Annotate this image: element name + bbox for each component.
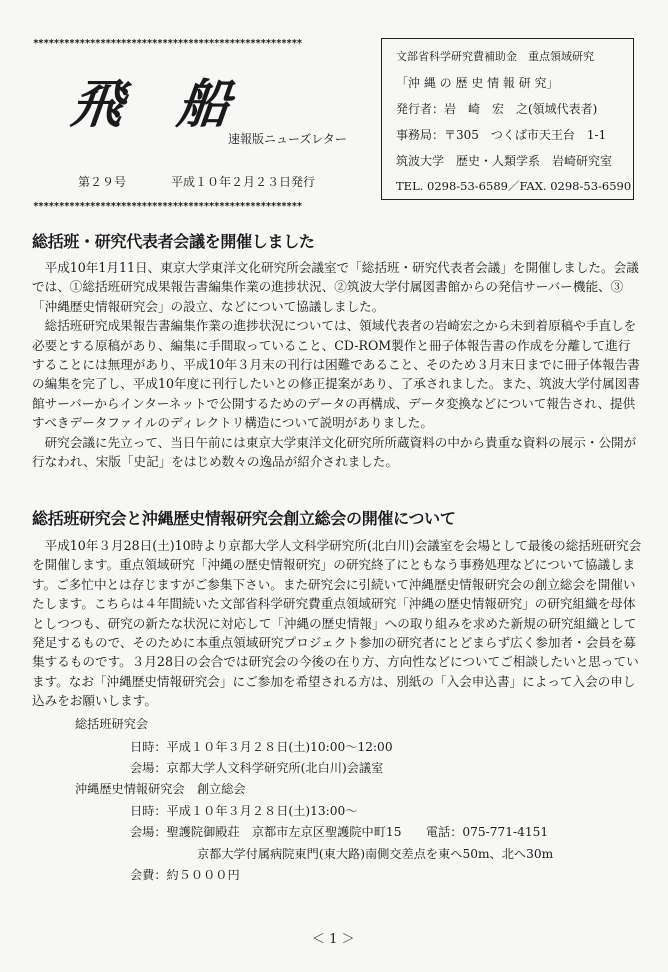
section1-paragraph: 総括班研究成果報告書編集作業の進捗状況については、領域代表者の岩崎宏之から未到着原稿や手直しを必要とする原稿があり、編集に手間取っていること、CD-ROM製作と冊子体報告書の作成を分離して進行することには無理があり、平成10年３月末の刊行は困難であること、そのため３月末日までに冊子体報告書の編集を完了し、平成10年度に刊行したいとの修正提案があり、了承されました。また、筑波大学付属図書館サーバーからインターネットで公開するためのデータの再構成、データ変換などについて報告され、提供すべきデータファイルのディレクトリ構造について説明がありました。: [32, 318, 640, 431]
project-info-box: [381, 38, 634, 200]
section1-paragraph: 研究会議に先立って、当日午前には東京大学東洋文化研究所所蔵資料の中から貴重な資料の展示・公開が行なわれ、宋版「史記」をはじめ数々の逸品が紹介されました。: [32, 434, 637, 470]
contact-numbers: TEL. 0298-53-6589／FAX. 0298-53-6590: [396, 179, 632, 193]
newsletter-title: 飛 船: [68, 74, 251, 135]
issuer: 発行者：岩 崎 宏 之(領域代表者): [396, 102, 598, 116]
event2-venue: 会場：聖護院御殿荘 京都市左京区聖護院中町15 電話：075-771-4151: [130, 825, 549, 839]
page-number: ＜ 1 ＞: [312, 932, 355, 947]
project-name: 「沖 縄 の 歴 史 情 報 研 究」: [396, 76, 559, 90]
event1-title: 総括班研究会: [75, 717, 149, 731]
event1-date: 日時：平成１０年３月２８日(土)10:00～12:00: [130, 740, 393, 754]
newsletter-subtitle: 速報版ニューズレター: [228, 132, 347, 146]
issue-date: 平成１０年２月２３日発行: [171, 175, 316, 189]
event2-fee: 会費：約５０００円: [130, 868, 240, 882]
star-border-top: ****************************************************: [33, 38, 302, 49]
issue-number: 第２９号: [78, 175, 127, 189]
star-border-bottom: ****************************************************: [33, 201, 302, 212]
section1-paragraph: 平成10年1月11日、東京大学東洋文化研究所会議室で「総括班・研究代表者会議」を開催しました。会議では、①総括班研究成果報告書編集作業の進捗状況、②筑波大学付属図書館からの発信サーバー機能、③「沖縄歴史情報研究会」の設立、などについて協議しました。: [32, 260, 639, 314]
section2-paragraph: 平成10年３月28日(土)10時より京都大学人文科学研究所(北白川)会議室を会場として最後の総括班研究会を開催します。重点領域研究「沖縄の歴史情報研究」の研究終了にともなう事務処理などについて協議します。ご多忙中とは存じますがご参集下さい。また研究会に引続いて沖縄歴史情報研究会の創立総会を開催いたします。こちらは４年間続いた文部省科学研究費重点領域研究「沖縄の歴史情報研究」の研究組織を母体としつつも、研究の新たな状況に対応して「沖縄の歴史情報」への取り組みを求めた新規の研究組織として発足するもので、そのために本重点領域研究プロジェクト参加の研究者にとどまらず広く参加者・会員を募集するものです。３月28日の会合では研究会の今後の在り方、方向性などについてご相談したいと思っています。なお「沖縄歴史情報研究会」にご参加を希望される方は、別紙の「入会申込書」によって入会の申し込みをお願いします。: [32, 538, 642, 709]
section1-heading: 総括班・研究代表者会議を開催しました: [32, 232, 315, 251]
section1-body: [32, 258, 642, 471]
event2-date: 日時：平成１０年３月２８日(土)13:00～: [130, 804, 358, 818]
office-address: 事務局：〒305 つくば市天王台 1-1: [396, 128, 607, 142]
section2-heading: 総括班研究会と沖縄歴史情報研究会創立総会の開催について: [32, 509, 456, 528]
event1-venue: 会場：京都大学人文科学研究所(北白川)会議室: [130, 761, 384, 775]
section2-body: [32, 536, 642, 711]
lab-name: 筑波大学 歴史・人類学系 岩崎研究室: [396, 154, 613, 168]
event2-access: 京都大学付属病院東門(東大路)南側交差点を東へ50m、北へ30m: [197, 847, 554, 861]
event2-title: 沖縄歴史情報研究会 創立総会: [75, 782, 246, 796]
funding-org: 文部省科学研究費補助金 重点領域研究: [396, 50, 594, 63]
